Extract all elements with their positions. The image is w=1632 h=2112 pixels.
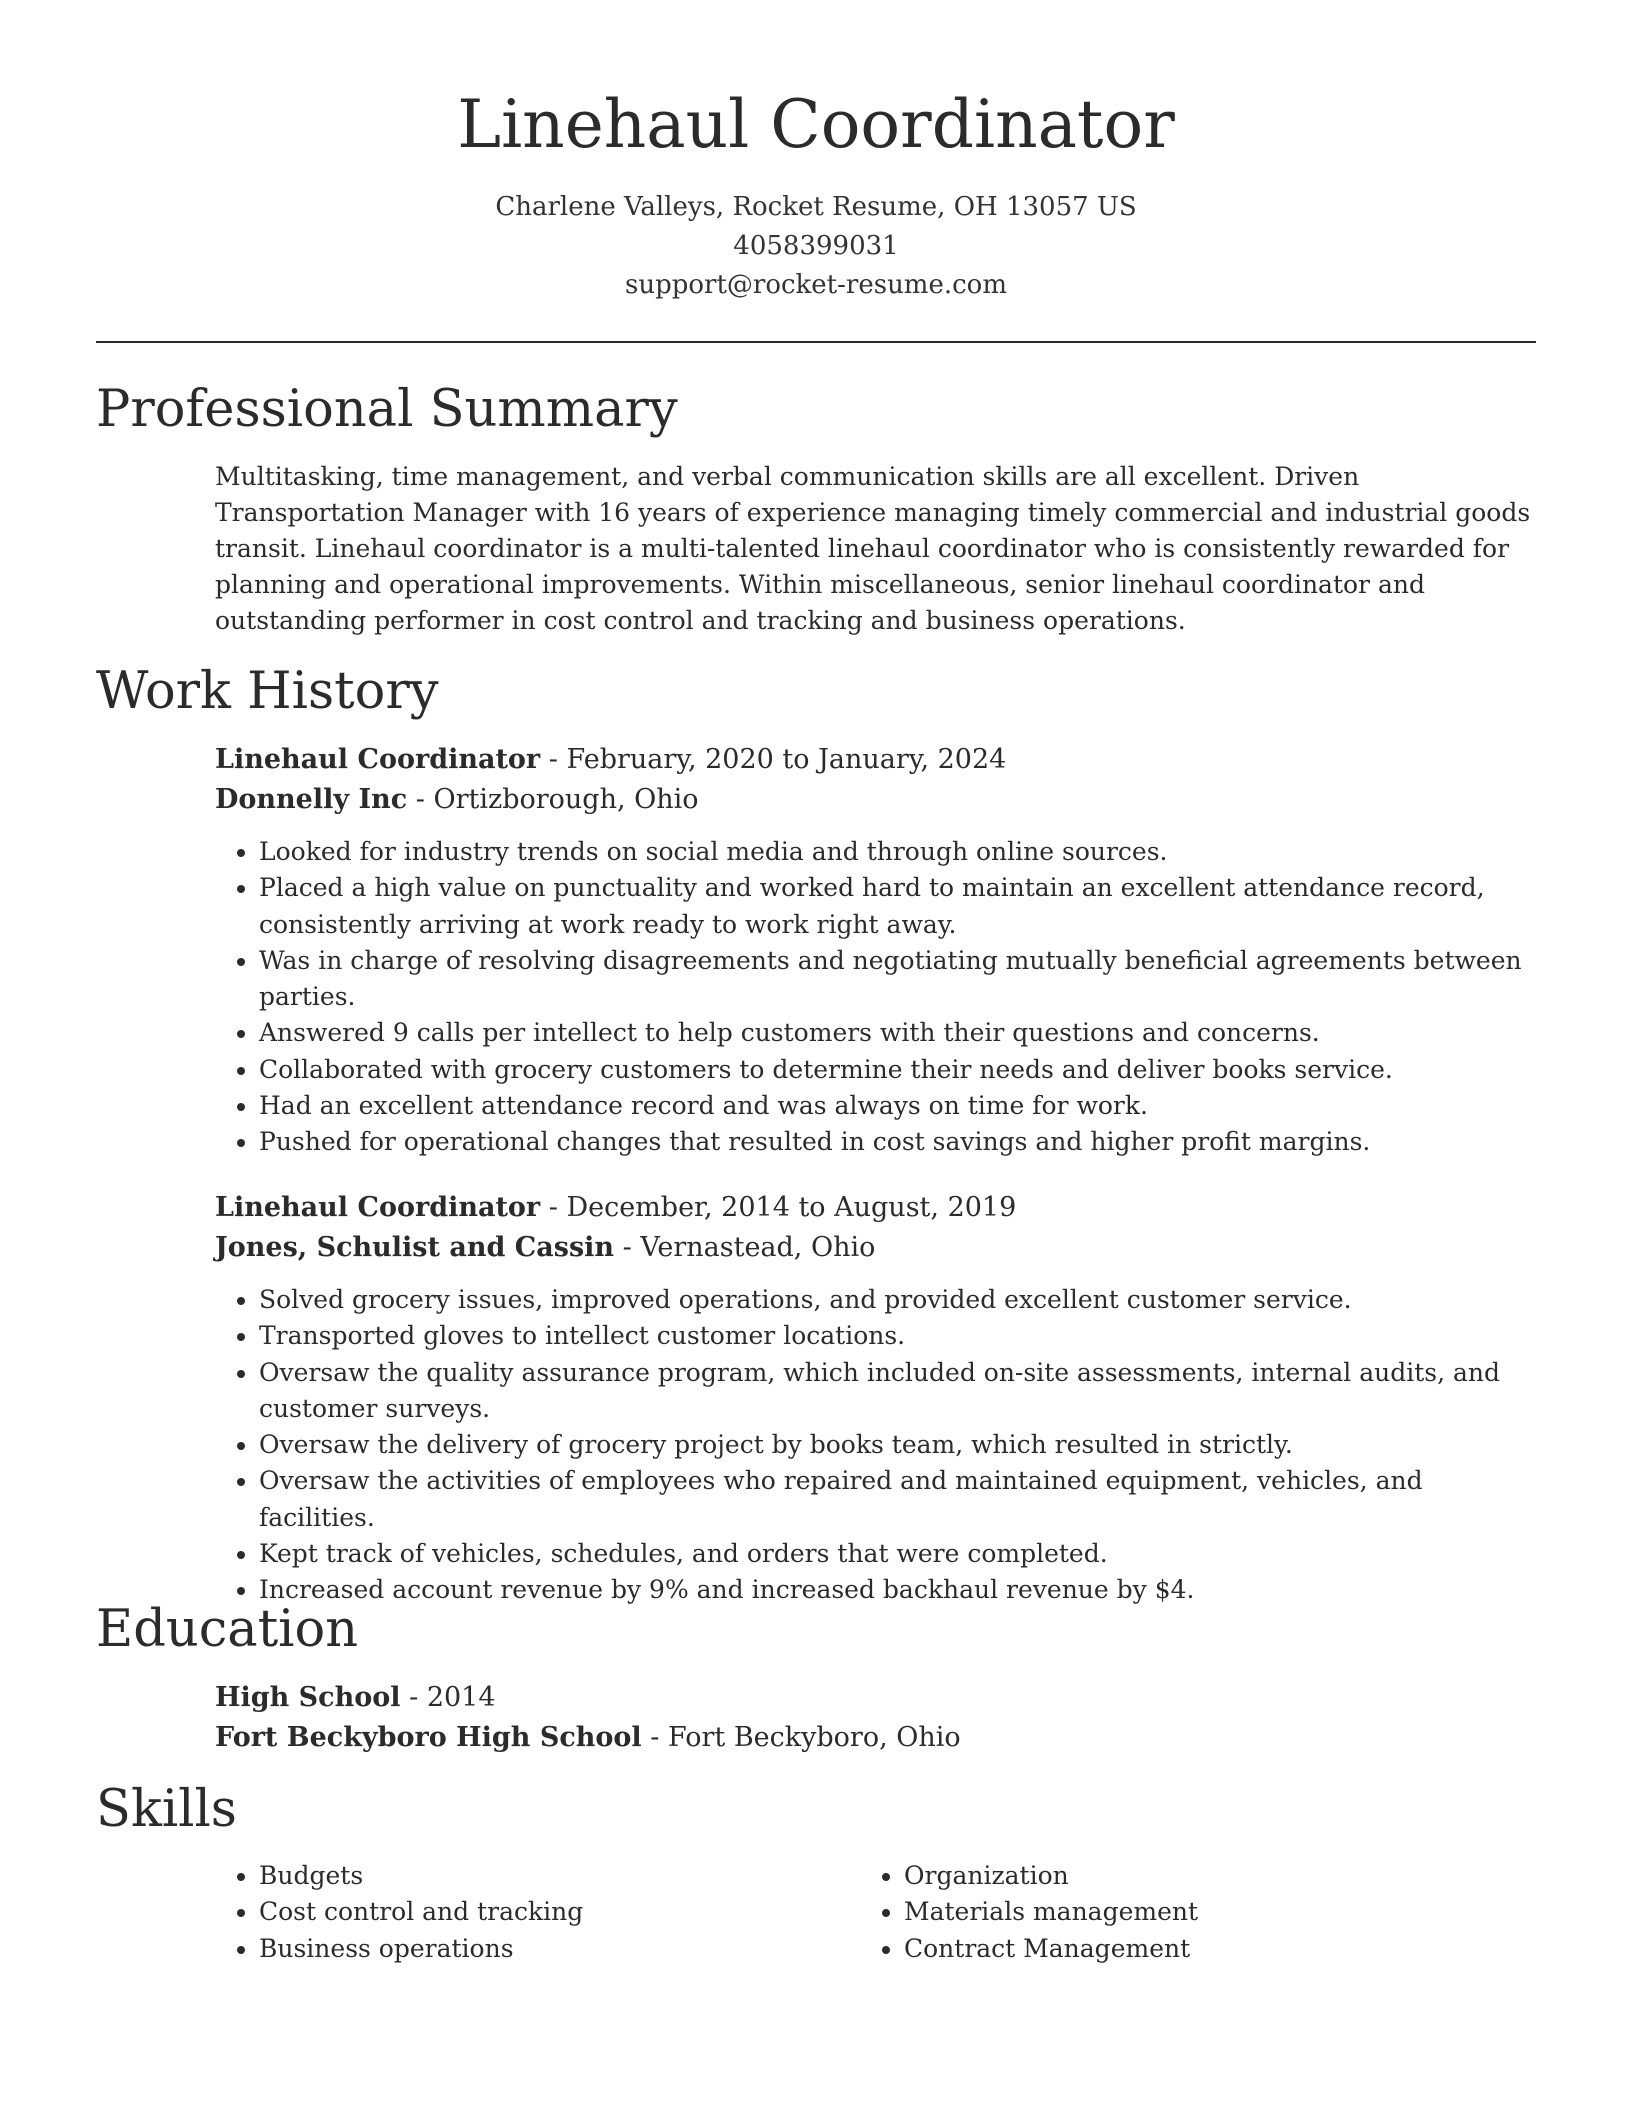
contact-info bbox=[96, 188, 1536, 305]
skill-item: • Cost control and tracking bbox=[259, 1894, 855, 1930]
education-degree: High School bbox=[215, 1682, 401, 1713]
list-item: • Solved grocery issues, improved operations, and provided excellent customer service. bbox=[259, 1282, 1535, 1318]
list-item: • Oversaw the quality assurance program, which included on-site assessments, internal audits, and customer surveys. bbox=[259, 1355, 1535, 1428]
email: support@rocket-resume.com bbox=[624, 270, 1007, 300]
list-item: • Had an excellent attendance record and was always on time for work. bbox=[259, 1088, 1535, 1124]
skills-heading: Skills bbox=[96, 1780, 237, 1839]
job-bullets bbox=[215, 834, 1535, 1161]
skills-list bbox=[215, 1858, 855, 1967]
list-item: • Transported gloves to intellect customer locations. bbox=[259, 1318, 1535, 1354]
list-item: • Placed a high value on punctuality and worked hard to maintain an excellent attendance record, consistently arriving at work ready to work right away. bbox=[259, 870, 1535, 943]
education-school: Fort Beckyboro High School bbox=[215, 1722, 642, 1753]
list-item: • Looked for industry trends on social media and through online sources. bbox=[259, 834, 1535, 870]
education-degree-line bbox=[215, 1678, 1535, 1718]
skill-item: • Contract Management bbox=[904, 1931, 1500, 1967]
job-entry bbox=[215, 1188, 1535, 1609]
education-location: - Fort Beckyboro, Ohio bbox=[641, 1722, 961, 1753]
job-location: - Ortizborough, Ohio bbox=[407, 784, 699, 815]
list-item: • Was in charge of resolving disagreements and negotiating mutually beneficial agreements between parties. bbox=[259, 943, 1535, 1016]
job-company: Donnelly Inc bbox=[215, 784, 408, 815]
list-item: • Collaborated with grocery customers to determine their needs and deliver books service. bbox=[259, 1052, 1535, 1088]
job-dates: - December, 2014 to August, 2019 bbox=[540, 1192, 1017, 1223]
summary-heading: Professional Summary bbox=[96, 380, 678, 439]
job-title-line bbox=[215, 740, 1535, 780]
job-entry bbox=[215, 740, 1535, 1161]
skill-item: • Organization bbox=[904, 1858, 1500, 1894]
list-item: • Oversaw the delivery of grocery project by books team, which resulted in strictly. bbox=[259, 1427, 1535, 1463]
skills-column-left bbox=[215, 1858, 855, 1967]
address: Charlene Valleys, Rocket Resume, OH 13057 US bbox=[495, 192, 1137, 222]
education-year: - 2014 bbox=[400, 1682, 496, 1713]
job-role: Linehaul Coordinator bbox=[215, 1192, 541, 1223]
education-entry bbox=[215, 1678, 1535, 1758]
job-dates: - February, 2020 to January, 2024 bbox=[540, 744, 1007, 775]
job-role: Linehaul Coordinator bbox=[215, 744, 541, 775]
education-heading: Education bbox=[96, 1600, 359, 1659]
job-company-line bbox=[215, 1228, 1535, 1268]
phone: 4058399031 bbox=[733, 231, 899, 261]
list-item: • Kept track of vehicles, schedules, and orders that were completed. bbox=[259, 1536, 1535, 1572]
job-title-line bbox=[215, 1188, 1535, 1228]
list-item: • Increased account revenue by 9% and increased backhaul revenue by $4. bbox=[259, 1572, 1535, 1608]
candidate-name: Linehaul Coordinator bbox=[457, 86, 1175, 163]
job-company-line bbox=[215, 780, 1535, 820]
education-school-line bbox=[215, 1718, 1535, 1758]
summary-text: Multitasking, time management, and verbal communication skills are all excellent. Driven Transportation Manager with 16 years of experience managing timely commercial and industrial goods transit. Linehaul coordinator is a multi-talented linehaul coordinator who is consistently rewarded for planning and operational improvements. Within miscellaneous, senior linehaul coordinator and outstanding performer in cost control and tracking and business operations. bbox=[215, 462, 1531, 635]
skill-item: • Materials management bbox=[904, 1894, 1500, 1930]
skill-item: • Business operations bbox=[259, 1931, 855, 1967]
skills-column-right bbox=[860, 1858, 1500, 1967]
job-bullets bbox=[215, 1282, 1535, 1609]
list-item: • Pushed for operational changes that resulted in cost savings and higher profit margins. bbox=[259, 1124, 1535, 1160]
skill-item: • Budgets bbox=[259, 1858, 855, 1894]
list-item: • Oversaw the activities of employees who repaired and maintained equipment, vehicles, and facilities. bbox=[259, 1463, 1535, 1536]
skills-list bbox=[860, 1858, 1500, 1967]
work-history-heading: Work History bbox=[96, 662, 439, 721]
job-location: - Vernastead, Ohio bbox=[614, 1232, 876, 1263]
header-divider bbox=[96, 341, 1536, 343]
list-item: • Answered 9 calls per intellect to help customers with their questions and concerns. bbox=[259, 1015, 1535, 1051]
resume-header bbox=[96, 80, 1536, 305]
job-company: Jones, Schulist and Cassin bbox=[215, 1232, 615, 1263]
